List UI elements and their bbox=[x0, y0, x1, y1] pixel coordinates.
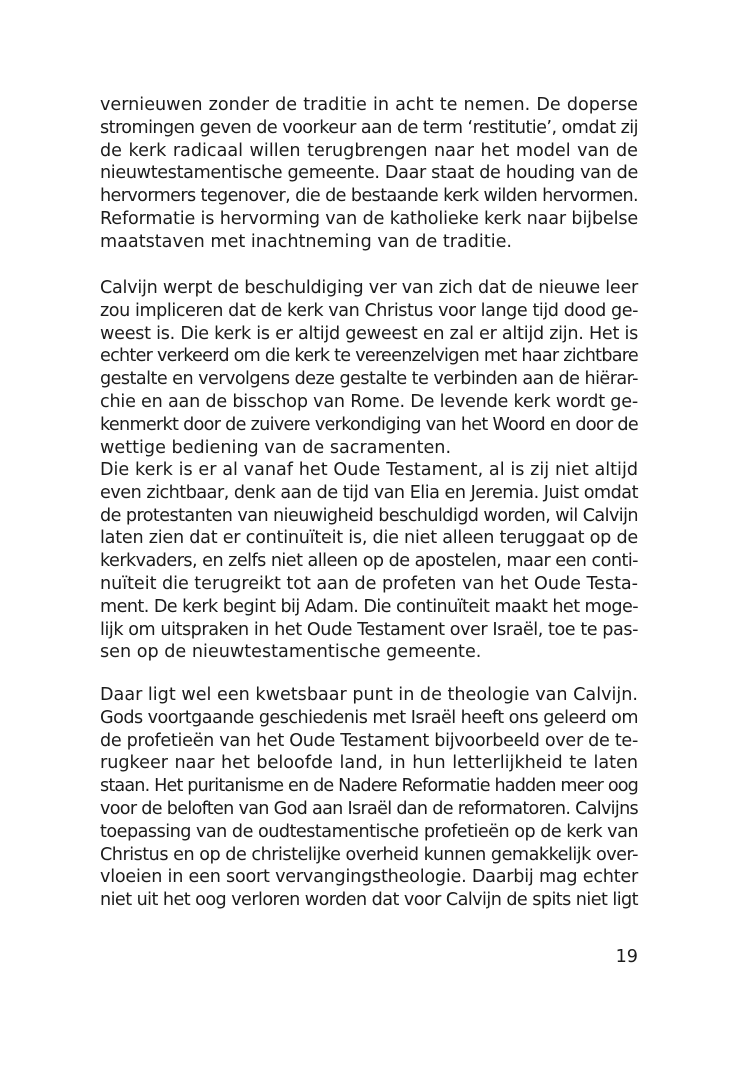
paragraph-4 bbox=[100, 684, 638, 912]
text-line: kenmerkt door de zuivere verkondiging van het Woord en door de bbox=[100, 414, 638, 435]
text-line: de protestanten van nieuwigheid beschuldigd worden, wil Calvijn bbox=[100, 505, 638, 526]
text-line: de kerk radicaal willen terugbrengen naar het model van de bbox=[100, 140, 638, 161]
text-line: kerkvaders, en zelfs niet alleen op de apostelen, maar een conti- bbox=[100, 551, 638, 572]
text-line: echter verkeerd om die kerk te vereenzelvigen met haar zichtbare bbox=[100, 346, 638, 367]
text-line: Die kerk is er al vanaf het Oude Testament, al is zij niet altijd bbox=[100, 460, 638, 480]
text-line: Reformatie is hervorming van de katholieke kerk naar bijbelse bbox=[100, 208, 639, 229]
text-line: weest is. Die kerk is er altijd geweest en zal er altijd zijn. Het is bbox=[100, 323, 638, 344]
text-line: voor de beloften van God aan Israël dan de reformatoren. Calvijns bbox=[100, 798, 638, 819]
text-line: ment. De kerk begint bij Adam. Die continuïteit maakt het moge- bbox=[100, 596, 638, 617]
text-line: de profetieën van het Oude Testament bijvoorbeeld over de te- bbox=[100, 730, 638, 751]
text-line: rugkeer naar het beloofde land, in hun letterlijkheid te laten bbox=[100, 753, 638, 774]
text-line: stromingen geven de voorkeur aan de term ‘restitutie’, omdat zij bbox=[100, 117, 638, 138]
text-line: hervormers tegenover, die de bestaande kerk wilden hervormen. bbox=[100, 186, 638, 207]
paragraph-3 bbox=[100, 459, 638, 664]
text-line: nieuwtestamentische gemeente. Daar staat de houding van de bbox=[100, 163, 638, 184]
text-line: chie en aan de bisschop van Rome. De levende kerk wordt ge- bbox=[100, 391, 638, 412]
text-line: niet uit het oog verloren worden dat voor Calvijn de spits niet ligt bbox=[100, 890, 638, 911]
text-line: maatstaven met inachtneming van de traditie. bbox=[100, 231, 513, 252]
text-line: staan. Het puritanisme en de Nadere Reformatie hadden meer oog bbox=[100, 776, 638, 797]
text-line: even zichtbaar, denk aan de tijd van Elia en Jeremia. Juist omdat bbox=[100, 482, 638, 503]
text-line: Daar ligt wel een kwetsbaar punt in de theologie van Calvijn. bbox=[100, 685, 638, 705]
text-line: laten zien dat er continuïteit is, die niet alleen teruggaat op de bbox=[100, 528, 638, 549]
text-line: vernieuwen zonder de traditie in acht te nemen. De doperse bbox=[100, 95, 638, 115]
text-line: Christus en op de christelijke overheid kunnen gemakkelijk over- bbox=[100, 844, 638, 865]
paragraph-2 bbox=[100, 277, 638, 459]
text-line: lijk om uitspraken in het Oude Testament over Israël, toe te pas- bbox=[100, 619, 638, 640]
page-number: 19 bbox=[615, 947, 638, 967]
text-line: toepassing van de oudtestamentische profetieën op de kerk van bbox=[100, 821, 638, 842]
text-line: vloeien in een soort vervangingstheologie. Daarbij mag echter bbox=[100, 867, 638, 888]
text-line: nuïteit die terugreikt tot aan de profeten van het Oude Testa- bbox=[100, 573, 638, 594]
text-line: Calvijn werpt de beschuldiging ver van zich dat de nieuwe leer bbox=[100, 278, 638, 298]
text-line: Gods voortgaande geschiedenis met Israël heeft ons geleerd om bbox=[100, 707, 638, 728]
text-line: wettige bediening van de sacramenten. bbox=[100, 437, 452, 458]
paragraph-1 bbox=[100, 94, 638, 254]
text-line: gestalte en vervolgens deze gestalte te verbinden aan de hiërar- bbox=[100, 369, 638, 390]
text-line: zou impliceren dat de kerk van Christus voor lange tijd dood ge- bbox=[100, 300, 638, 321]
text-line: sen op de nieuwtestamentische gemeente. bbox=[100, 642, 482, 663]
